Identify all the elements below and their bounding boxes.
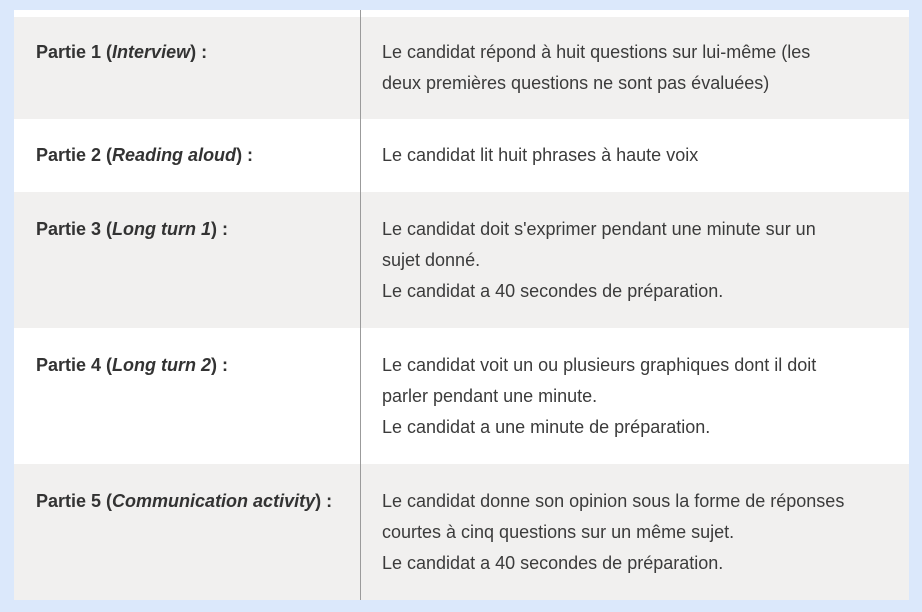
part-label <box>14 17 361 119</box>
part-suffix: ) : <box>211 219 229 239</box>
column-divider <box>360 10 361 600</box>
description-line: Le candidat a 40 secondes de préparation. <box>382 553 724 573</box>
description-line: deux premières questions ne sont pas évaluées) <box>382 73 770 93</box>
part-number: Partie 1 ( <box>36 42 113 62</box>
part-label <box>14 328 361 464</box>
part-title: Reading aloud <box>112 145 237 165</box>
description-line: Le candidat a une minute de préparation. <box>382 417 711 437</box>
description-line: Le candidat donne son opinion sous la forme de réponses <box>382 491 845 511</box>
part-number: Partie 3 ( <box>36 219 113 239</box>
part-description <box>361 17 909 119</box>
table-row <box>14 464 909 600</box>
description-line: Le candidat répond à huit questions sur lui-même (les <box>382 42 811 62</box>
part-suffix: ) : <box>190 42 208 62</box>
description-line: sujet donné. <box>382 250 481 270</box>
part-title: Long turn 2 <box>112 355 212 375</box>
table-row <box>14 192 909 328</box>
part-description <box>361 192 909 328</box>
part-description <box>361 328 909 464</box>
part-title: Communication activity <box>112 491 316 511</box>
description-line: parler pendant une minute. <box>382 386 598 406</box>
description-line: Le candidat lit huit phrases à haute voix <box>382 145 699 165</box>
table-row <box>14 328 909 464</box>
description-line: Le candidat voit un ou plusieurs graphiques dont il doit <box>382 355 817 375</box>
part-number: Partie 5 ( <box>36 491 113 511</box>
description-line: courtes à cinq questions sur un même sujet. <box>382 522 735 542</box>
part-suffix: ) : <box>315 491 333 511</box>
description-line: Le candidat a 40 secondes de préparation. <box>382 281 724 301</box>
part-description <box>361 464 909 600</box>
table-row <box>14 17 909 119</box>
part-title: Interview <box>112 42 191 62</box>
table-row <box>14 119 909 192</box>
part-label <box>14 464 361 600</box>
description-line: Le candidat doit s'exprimer pendant une minute sur un <box>382 219 816 239</box>
part-title: Long turn 1 <box>112 219 212 239</box>
part-label <box>14 119 361 192</box>
part-number: Partie 4 ( <box>36 355 113 375</box>
part-suffix: ) : <box>236 145 254 165</box>
part-number: Partie 2 ( <box>36 145 113 165</box>
part-label <box>14 192 361 328</box>
exam-parts-table <box>14 10 909 600</box>
part-description <box>361 119 909 192</box>
part-suffix: ) : <box>211 355 229 375</box>
